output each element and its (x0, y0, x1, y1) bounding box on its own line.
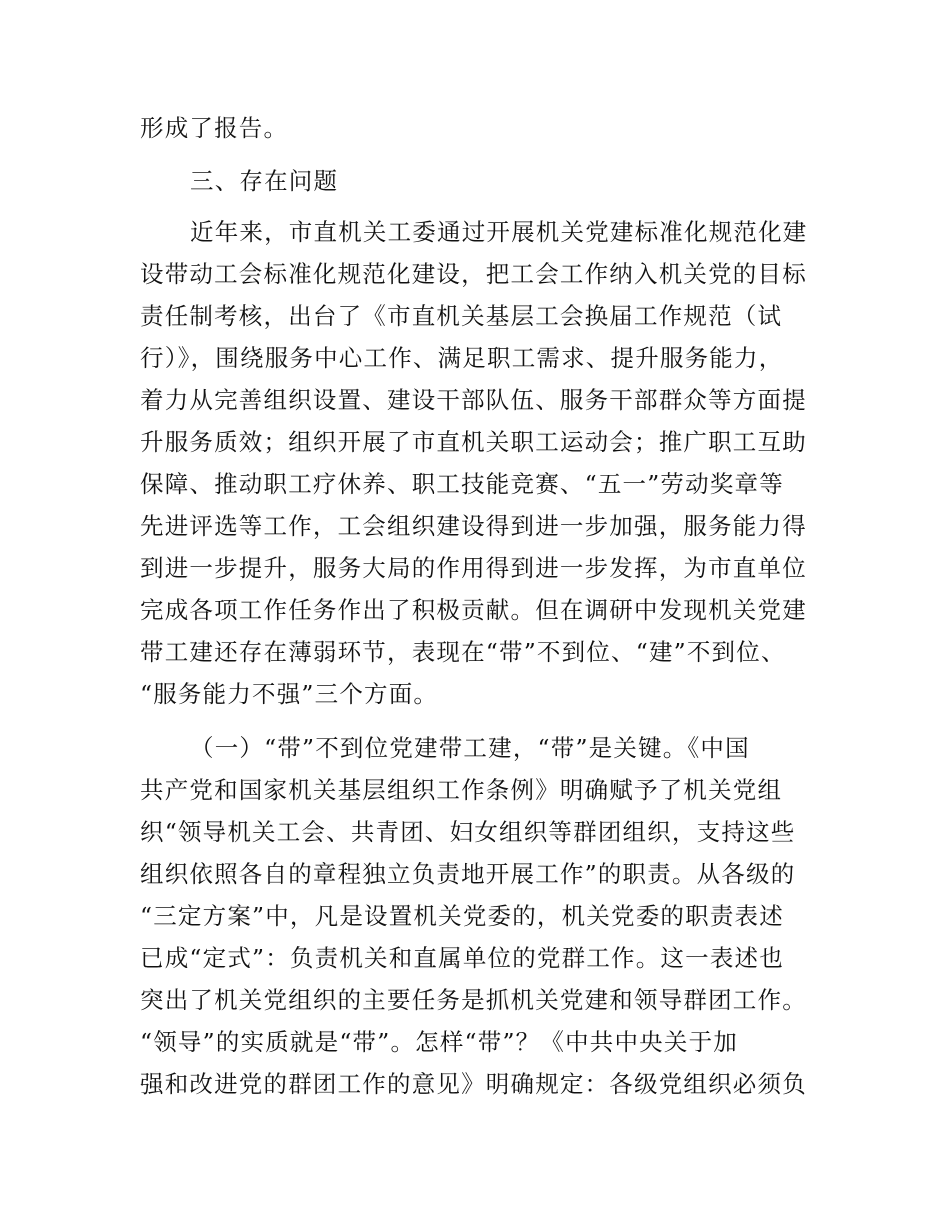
subsection-heading: （一）“带”不到位党建带工建，“带”是关键。《中国 (190, 734, 750, 762)
text-line: 着力从完善组织设置、建设干部队伍、服务干部群众等方面提 (140, 386, 807, 414)
text-line: 带工建还存在薄弱环节，表现在“带”不到位、“建”不到位、 (140, 638, 786, 666)
text-line: 形成了报告。 (140, 114, 289, 142)
text-line: 完成各项工作任务作出了积极贡献。但在调研中发现机关党建 (140, 596, 807, 624)
text-line: 设带动工会标准化规范化建设，把工会工作纳入机关党的目标 (140, 260, 807, 288)
text-line: “服务能力不强”三个方面。 (140, 680, 439, 708)
section-heading: 三、存在问题 (190, 167, 339, 195)
text-line: 保障、推动职工疗休养、职工技能竞赛、“五一”劳动奖章等 (140, 470, 784, 498)
text-line: 织“领导机关工会、共青团、妇女组织等群团组织，支持这些 (140, 818, 796, 846)
text-line: “领导”的实质就是“带”。怎样“带”？《中共中央关于加 (140, 1028, 738, 1056)
text-line: 突出了机关党组织的主要任务是抓机关党建和领导群团工作。 (140, 986, 807, 1014)
text-line: 组织依照各自的章程独立负责地开展工作”的职责。从各级的 (140, 860, 796, 888)
text-line: “三定方案”中，凡是设置机关党委的，机关党委的职责表述 (140, 902, 784, 930)
text-line: 近年来，市直机关工委通过开展机关党建标准化规范化建 (190, 218, 808, 246)
text-line: 到进一步提升，服务大局的作用得到进一步发挥，为市直单位 (140, 554, 807, 582)
text-line: 升服务质效；组织开展了市直机关职工运动会；推广职工互助 (140, 428, 807, 456)
text-line: 先进评选等工作，工会组织建设得到进一步加强，服务能力得 (140, 512, 807, 540)
text-line: 强和改进党的群团工作的意见》明确规定：各级党组织必须负 (140, 1070, 807, 1098)
text-line: 责任制考核，出台了《市直机关基层工会换届工作规范（试 (140, 302, 783, 330)
text-line: 共产党和国家机关基层组织工作条例》明确赋予了机关党组 (140, 776, 783, 804)
text-line: 行）》，围绕服务中心工作、满足职工需求、提升服务能力， (140, 344, 784, 372)
text-line: 已成“定式”：负责机关和直属单位的党群工作。这一表述也 (140, 944, 784, 972)
